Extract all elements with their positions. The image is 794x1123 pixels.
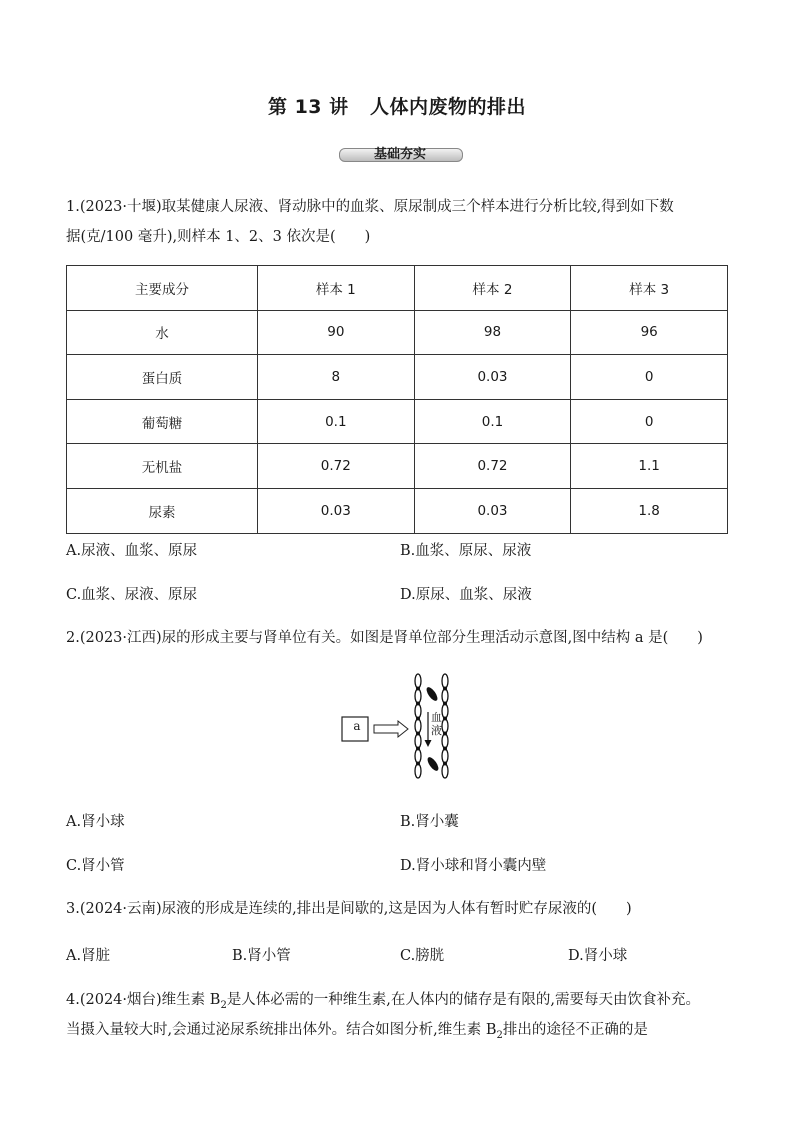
table-row	[67, 488, 728, 533]
table-cell: 0.72	[258, 444, 415, 489]
q4-text: 排出的途径不正确的是	[502, 1022, 648, 1038]
table-cell: 1.8	[571, 488, 728, 533]
q4-stem-line-1	[66, 990, 700, 1016]
table-cell: 1.1	[571, 444, 728, 489]
table-cell: 8	[258, 355, 415, 400]
table-cell: 0	[571, 355, 728, 400]
table-cell: 0.03	[258, 488, 415, 533]
q2-option-b[interactable]: B.肾小囊	[400, 814, 459, 830]
q3-stem: 3.(2024·云南)尿液的形成是连续的,排出是间歇的,这是因为人体有暂时贮存尿液的( )	[66, 901, 632, 917]
q1-stem-line-2: 据(克/100 毫升),则样本 1、2、3 依次是( )	[66, 229, 371, 245]
q4-subscript: 2	[496, 1029, 503, 1041]
q1-option-b[interactable]: B.血浆、原尿、尿液	[400, 543, 532, 559]
q1-option-d[interactable]: D.原尿、血浆、尿液	[400, 587, 532, 603]
q1-option-c[interactable]: C.血浆、尿液、原尿	[66, 587, 198, 603]
q4-text: 是人体必需的一种维生素,在人体内的储存是有限的,需要每天由饮食补充。	[226, 992, 701, 1008]
table-row	[67, 310, 728, 355]
table-cell: 尿素	[67, 488, 258, 533]
q4-stem-line-2	[66, 1020, 648, 1046]
section-banner	[339, 146, 461, 163]
table-cell: 0.03	[414, 488, 571, 533]
lesson-number: 第 13 讲	[267, 96, 349, 118]
table-row	[67, 399, 728, 444]
table-cell: 0.72	[414, 444, 571, 489]
table-cell: 葡萄糖	[67, 399, 258, 444]
table-cell: 无机盐	[67, 444, 258, 489]
table-cell: 98	[414, 310, 571, 355]
table-cell: 90	[258, 310, 415, 355]
table-cell: 0.03	[414, 355, 571, 400]
table-header-cell: 样本 3	[571, 266, 728, 311]
q4-subscript: 2	[220, 999, 227, 1011]
table-cell: 0.1	[258, 399, 415, 444]
table-row	[67, 355, 728, 400]
q1-stem-line-1: 1.(2023·十堰)取某健康人尿液、肾动脉中的血浆、原尿制成三个样本进行分析比较,得到如下数	[66, 199, 674, 215]
section-label: 基础夯实	[373, 147, 426, 162]
page-title	[0, 92, 794, 119]
table-cell: 0.1	[414, 399, 571, 444]
diagram-label-blood-1: 血	[431, 711, 442, 724]
diagram-label-blood-2: 液	[431, 724, 442, 737]
q3-option-c[interactable]: C.膀胱	[400, 948, 445, 964]
q4-text: 当摄入量较大时,会通过泌尿系统排出体外。结合如图分析,维生素 B	[66, 1022, 497, 1038]
q1-option-a[interactable]: A.尿液、血浆、原尿	[66, 543, 198, 559]
q2-option-d[interactable]: D.肾小球和肾小囊内壁	[400, 858, 547, 874]
table-row	[67, 444, 728, 489]
q4-text: 4.(2024·烟台)维生素 B	[66, 992, 221, 1008]
q3-option-b[interactable]: B.肾小管	[232, 948, 291, 964]
q3-option-a[interactable]: A.肾脏	[66, 948, 111, 964]
table-cell: 96	[571, 310, 728, 355]
lesson-topic: 人体内废物的排出	[370, 96, 527, 118]
diagram-label-a: a	[353, 719, 361, 733]
table-cell: 水	[67, 310, 258, 355]
q3-option-d[interactable]: D.肾小球	[568, 948, 628, 964]
q2-stem: 2.(2023·江西)尿的形成主要与肾单位有关。如图是肾单位部分生理活动示意图,图中结构 a 是( )	[66, 630, 703, 646]
table-cell: 0	[571, 399, 728, 444]
table-header-row	[67, 266, 728, 311]
nephron-diagram	[340, 672, 470, 787]
q1-data-table	[66, 265, 728, 534]
q2-option-a[interactable]: A.肾小球	[66, 814, 125, 830]
table-header-cell: 样本 2	[414, 266, 571, 311]
table-cell: 蛋白质	[67, 355, 258, 400]
table-header-cell: 主要成分	[67, 266, 258, 311]
q2-option-c[interactable]: C.肾小管	[66, 858, 125, 874]
table-header-cell: 样本 1	[258, 266, 415, 311]
